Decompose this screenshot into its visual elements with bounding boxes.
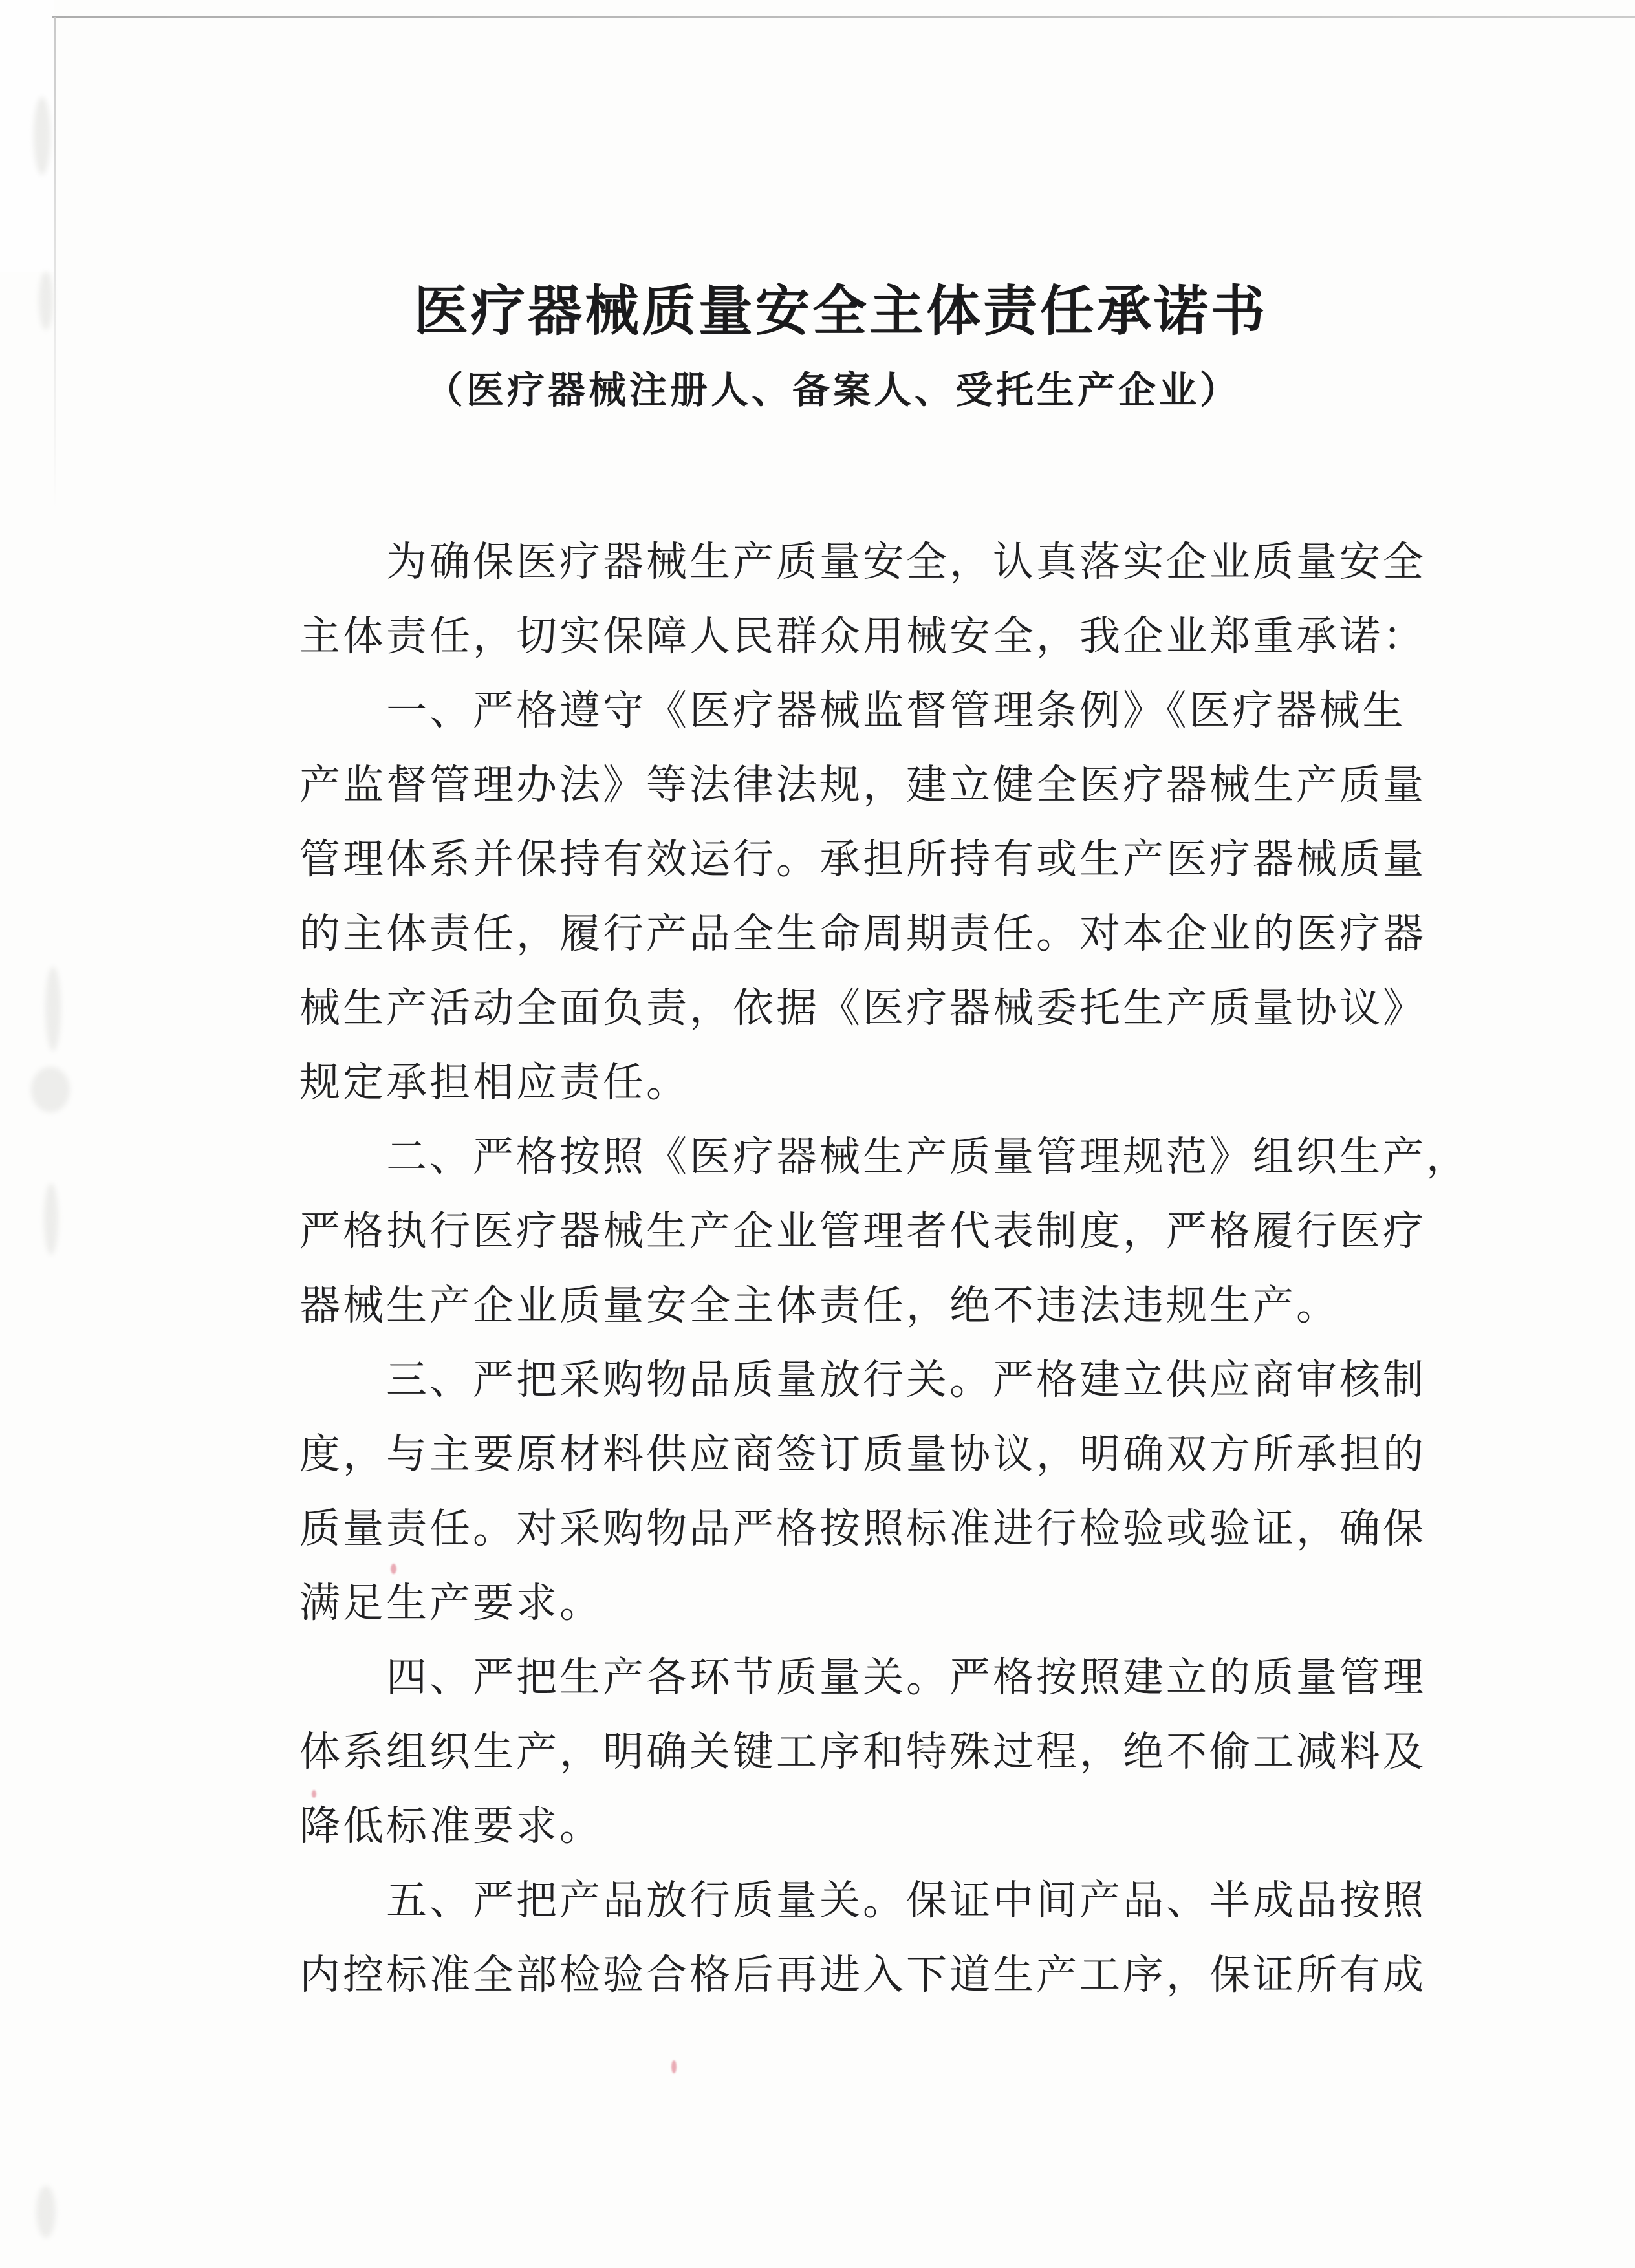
document-title: 医疗器械质量安全主体责任承诺书 (414, 282, 1268, 342)
body-text-line: 严格执行医疗器械生产企业管理者代表制度，严格履行医疗 (299, 1209, 1426, 1254)
body-text-line: 器械生产企业质量安全主体责任，绝不违法违规生产。 (299, 1283, 1339, 1328)
body-text-line: 规定承担相应责任。 (299, 1060, 689, 1105)
body-text-line: 内控标准全部检验合格后再进入下道生产工序，保证所有成 (299, 1952, 1426, 1998)
body-text-line: 管理体系并保持有效运行。承担所持有或生产医疗器械质量 (299, 837, 1426, 882)
body-text-line: 械生产活动全面负责，依据《医疗器械委托生产质量协议》 (299, 986, 1426, 1031)
body-text-line: 度，与主要原材料供应商签订质量协议，明确双方所承担的 (299, 1432, 1426, 1477)
body-text-line: 为确保医疗器械生产质量安全，认真落实企业质量安全 (386, 539, 1426, 585)
scan-margin-area (0, 0, 54, 272)
page-top-edge-line (52, 16, 1635, 18)
body-text-line: 一、严格遵守《医疗器械监督管理条例》《医疗器械生 (386, 688, 1406, 733)
body-text-line: 五、严把产品放行质量关。保证中间产品、半成品按照 (386, 1878, 1426, 1923)
body-text-line: 产监督管理办法》等法律法规，建立健全医疗器械生产质量 (299, 762, 1426, 808)
body-text-line: 满足生产要求。 (299, 1581, 603, 1626)
body-text-line: 四、严把生产各环节质量关。严格按照建立的质量管理 (386, 1655, 1426, 1700)
body-text-line: 三、严把采购物品质量放行关。严格建立供应商审核制 (386, 1357, 1426, 1403)
document-subtitle: （医疗器械注册人、备案人、受托生产企业） (426, 369, 1241, 411)
body-text-line: 二、严格按照《医疗器械生产质量管理规范》组织生产， (386, 1134, 1469, 1180)
body-text-line: 主体责任，切实保障人民群众用械安全，我企业郑重承诺： (299, 614, 1426, 659)
body-text-line: 体系组织生产，明确关键工序和特殊过程，绝不偷工减料及 (299, 1729, 1426, 1775)
page-left-edge-line (54, 17, 56, 509)
body-text-line: 的主体责任，履行产品全生命周期责任。对本企业的医疗器 (299, 911, 1426, 956)
body-text-line: 降低标准要求。 (299, 1804, 603, 1849)
body-text-line: 质量责任。对采购物品严格按照标准进行检验或验证，确保 (299, 1506, 1426, 1551)
